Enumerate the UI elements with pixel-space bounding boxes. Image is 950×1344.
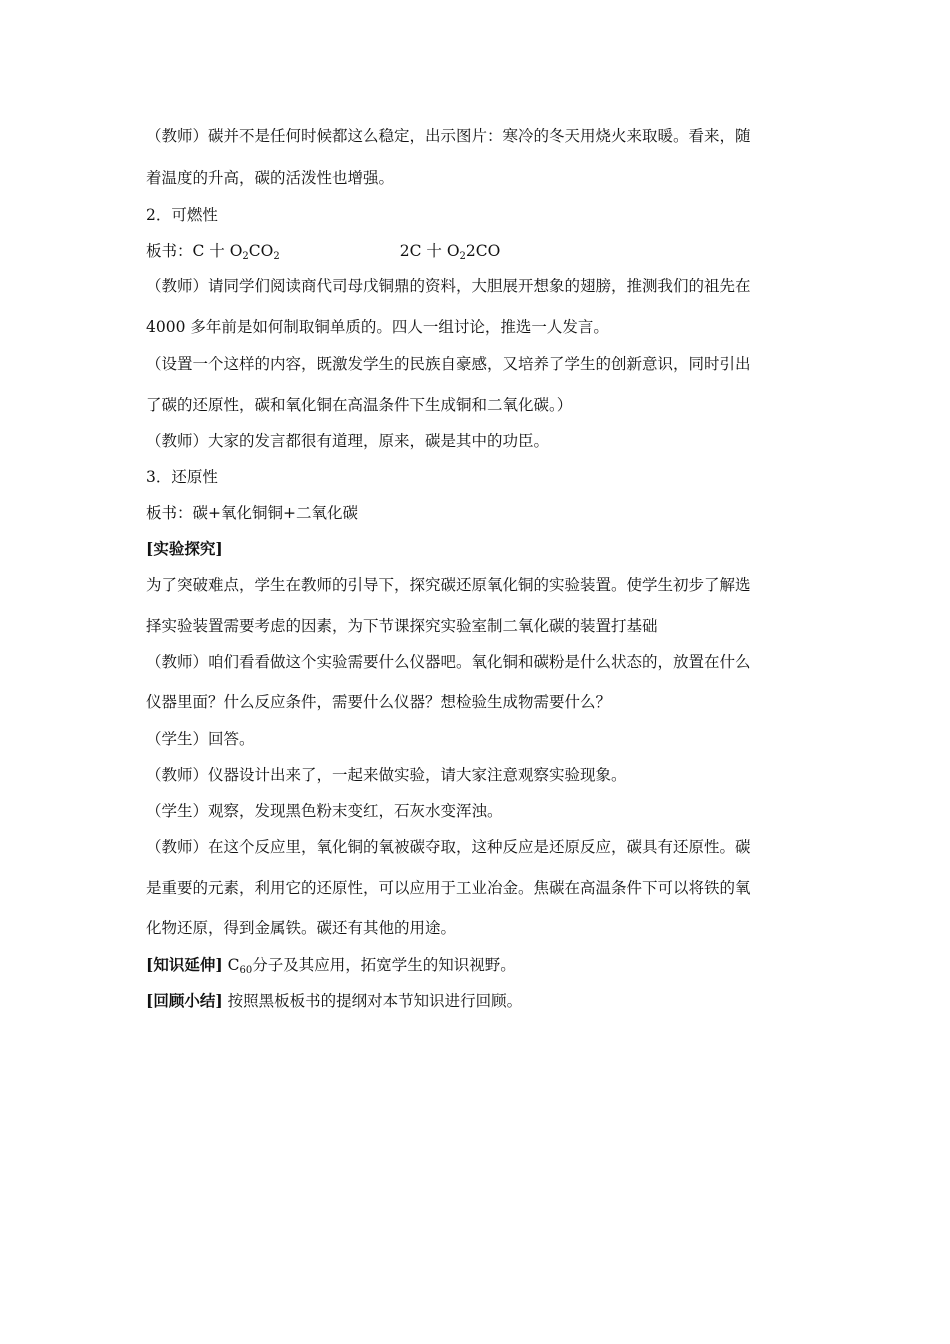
section-heading-combustibility: 2．可燃性	[146, 206, 218, 224]
subscript: 2	[459, 251, 466, 262]
knowledge-extension-line	[146, 955, 516, 975]
paragraph-line: （教师）请同学们阅读商代司母戊铜鼎的资料，大胆展开想象的翅膀，推测我们的祖先在	[146, 277, 751, 295]
paragraph-line: 仪器里面？什么反应条件，需要什么仪器？想检验生成物需要什么？	[146, 693, 612, 711]
paragraph-line: （教师）咱们看看做这个实验需要什么仪器吧。氧化铜和碳粉是什么状态的，放置在什么	[146, 653, 751, 671]
paragraph-line: 4000 多年前是如何制取铜单质的。四人一组讨论，推选一人发言。	[146, 318, 609, 336]
paragraph-line: 是重要的元素，利用它的还原性，可以应用于工业冶金。焦碳在高温条件下可以将铁的氧	[146, 879, 751, 897]
paragraph-line: 着温度的升高，碳的活泼性也增强。	[146, 169, 395, 187]
paragraph-line: （设置一个这样的内容，既激发学生的民族自豪感，又培养了学生的创新意识，同时引出	[146, 355, 751, 373]
paragraph-line: （教师）在这个反应里，氧化铜的氧被碳夺取，这种反应是还原反应，碳具有还原性。碳	[146, 838, 751, 856]
extension-text: 分子及其应用，拓宽学生的知识视野。	[252, 956, 516, 974]
summary-text: 按照黑板板书的提纲对本节知识进行回顾。	[222, 992, 523, 1010]
paragraph-line: （学生）回答。	[146, 730, 255, 748]
board-equation-combustion	[146, 241, 500, 261]
subscript: 2	[242, 251, 249, 262]
section-heading-experiment: [实验探究]	[146, 539, 223, 558]
paragraph-line: 择实验装置需要考虑的因素，为下节课探究实验室制二氧化碳的装置打基础	[146, 617, 658, 635]
section-heading-reducibility: 3．还原性	[146, 468, 218, 486]
paragraph-line: （教师）碳并不是任何时候都这么稳定，出示图片：寒冷的冬天用烧火来取暖。看来，随	[146, 127, 751, 145]
equation-text: 2CO	[465, 242, 501, 260]
formula-text: C	[222, 956, 240, 974]
subscript: 60	[239, 965, 253, 976]
paragraph-line: （学生）观察，发现黑色粉末变红，石灰水变浑浊。	[146, 802, 503, 820]
paragraph-line: （教师）仪器设计出来了，一起来做实验，请大家注意观察实验现象。	[146, 766, 627, 784]
paragraph-line: 了碳的还原性，碳和氧化铜在高温条件下生成铜和二氧化碳。）	[146, 396, 573, 414]
subscript: 2	[273, 251, 280, 262]
extension-label: [知识延伸]	[146, 955, 223, 974]
summary-label: [回顾小结]	[146, 991, 223, 1010]
board-equation-reduction: 板书：碳+氧化铜铜+二氧化碳	[146, 504, 358, 522]
equation-text: 2C 十 O	[399, 242, 460, 260]
equation-text: 板书：C 十 O	[146, 242, 243, 260]
paragraph-line: 化物还原，得到金属铁。碳还有其他的用途。	[146, 919, 457, 937]
paragraph-line: 为了突破难点，学生在教师的引导下，探究碳还原氧化铜的实验装置。使学生初步了解选	[146, 576, 751, 594]
paragraph-line: （教师）大家的发言都很有道理，原来，碳是其中的功臣。	[146, 432, 550, 450]
equation-text: CO	[248, 242, 274, 260]
summary-line	[146, 991, 522, 1011]
